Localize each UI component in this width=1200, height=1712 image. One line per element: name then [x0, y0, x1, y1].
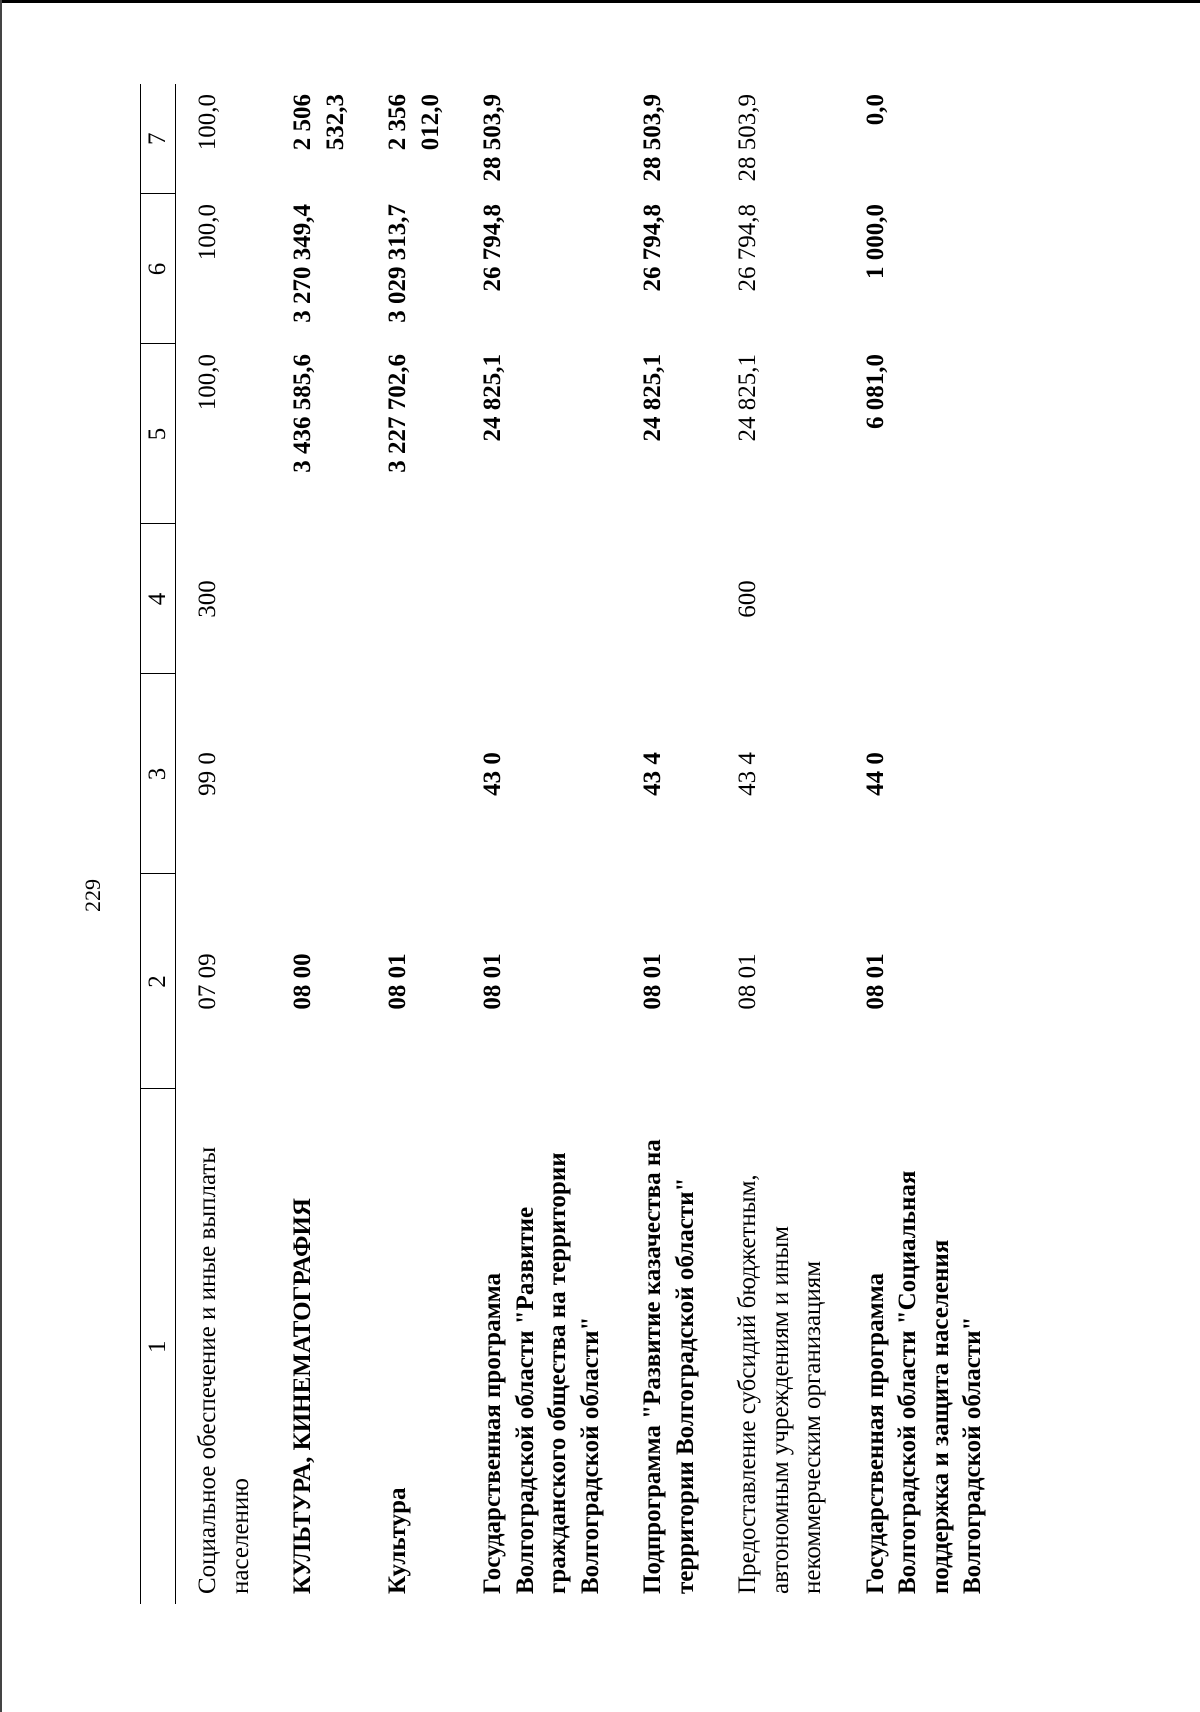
column-header: 5	[141, 344, 176, 524]
amount-col-5: 100,0	[194, 354, 221, 411]
amount-col-6: 100,0	[194, 204, 221, 261]
expense-type-code: 600	[734, 580, 761, 618]
column-header: 7	[141, 84, 176, 194]
program-code	[271, 674, 366, 874]
table-row	[271, 84, 366, 1604]
expense-type-code	[844, 524, 1004, 674]
section-code: 08 01	[384, 953, 411, 1010]
amount-col-6: 26 794,8	[639, 204, 666, 292]
section-code: 08 00	[289, 953, 316, 1010]
column-header: 6	[141, 194, 176, 344]
expense-type-code: 300	[194, 580, 221, 618]
section-code: 08 01	[479, 953, 506, 1010]
row-name: Предоставление субсидий бюджетным, автономным учреждениям и иным некоммерческим организациям	[734, 1174, 826, 1594]
program-code: 44 0	[861, 752, 889, 796]
amount-col-7: 100,0	[194, 94, 221, 151]
row-name: Социальное обеспечение и иные выплаты населению	[194, 1146, 254, 1594]
program-code	[366, 674, 461, 874]
row-name: Культура	[384, 1487, 411, 1594]
row-name: Государственная программа Волгоградской области "Развитие гражданского общества на территории Волгоградской области"	[479, 1152, 604, 1594]
column-header: 1	[141, 1089, 176, 1604]
amount-col-7: 0,0	[861, 94, 889, 126]
amount-col-6: 3 270 349,4	[289, 204, 316, 323]
section-code: 08 01	[861, 953, 889, 1010]
row-name: Государственная программа Волгоградской области "Социальная поддержка и защита населения Волгоградской области"	[861, 1170, 986, 1594]
table-row	[366, 84, 461, 1604]
amount-col-7: 28 503,9	[734, 94, 761, 182]
amount-col-6: 3 029 313,7	[384, 204, 411, 323]
table-row	[621, 84, 716, 1604]
amount-col-5: 24 825,1	[639, 354, 666, 442]
amount-col-5: 3 227 702,6	[384, 354, 411, 473]
amount-col-6: 26 794,8	[479, 204, 506, 292]
row-name: КУЛЬТУРА, КИНЕМАТОГРАФИЯ	[289, 1198, 316, 1594]
program-code: 43 4	[639, 752, 666, 796]
amount-col-6: 26 794,8	[734, 204, 761, 292]
amount-col-7: 28 503,9	[639, 94, 666, 182]
column-header: 3	[141, 674, 176, 874]
table-row	[716, 84, 844, 1604]
table-row	[176, 84, 272, 1604]
amount-col-5: 24 825,1	[734, 354, 761, 442]
budget-table	[140, 84, 1004, 1604]
amount-col-5: 3 436 585,6	[289, 354, 316, 473]
expense-type-code	[271, 524, 366, 674]
amount-col-7: 28 503,9	[479, 94, 506, 182]
table-row	[844, 84, 1004, 1604]
row-name: Подпрограмма "Развитие казачества на территории Волгоградской области"	[639, 1139, 699, 1594]
section-code: 08 01	[639, 953, 666, 1010]
amount-col-5: 6 081,0	[861, 354, 889, 429]
column-header: 4	[141, 524, 176, 674]
amount-col-7: 2 506 532,3	[289, 94, 349, 151]
program-code: 43 4	[734, 752, 761, 796]
program-code: 99 0	[194, 752, 221, 796]
program-code: 43 0	[479, 752, 506, 796]
expense-type-code	[461, 524, 621, 674]
page-number: 229	[80, 879, 105, 912]
expense-type-code	[366, 524, 461, 674]
table-row	[461, 84, 621, 1604]
amount-col-7: 2 356 012,0	[384, 94, 444, 151]
amount-col-6: 1 000,0	[861, 204, 889, 279]
column-header: 2	[141, 874, 176, 1089]
table-header-row	[141, 84, 176, 1604]
expense-type-code	[621, 524, 716, 674]
section-code: 07 09	[194, 953, 221, 1010]
section-code: 08 01	[734, 953, 761, 1010]
amount-col-5: 24 825,1	[479, 354, 506, 442]
